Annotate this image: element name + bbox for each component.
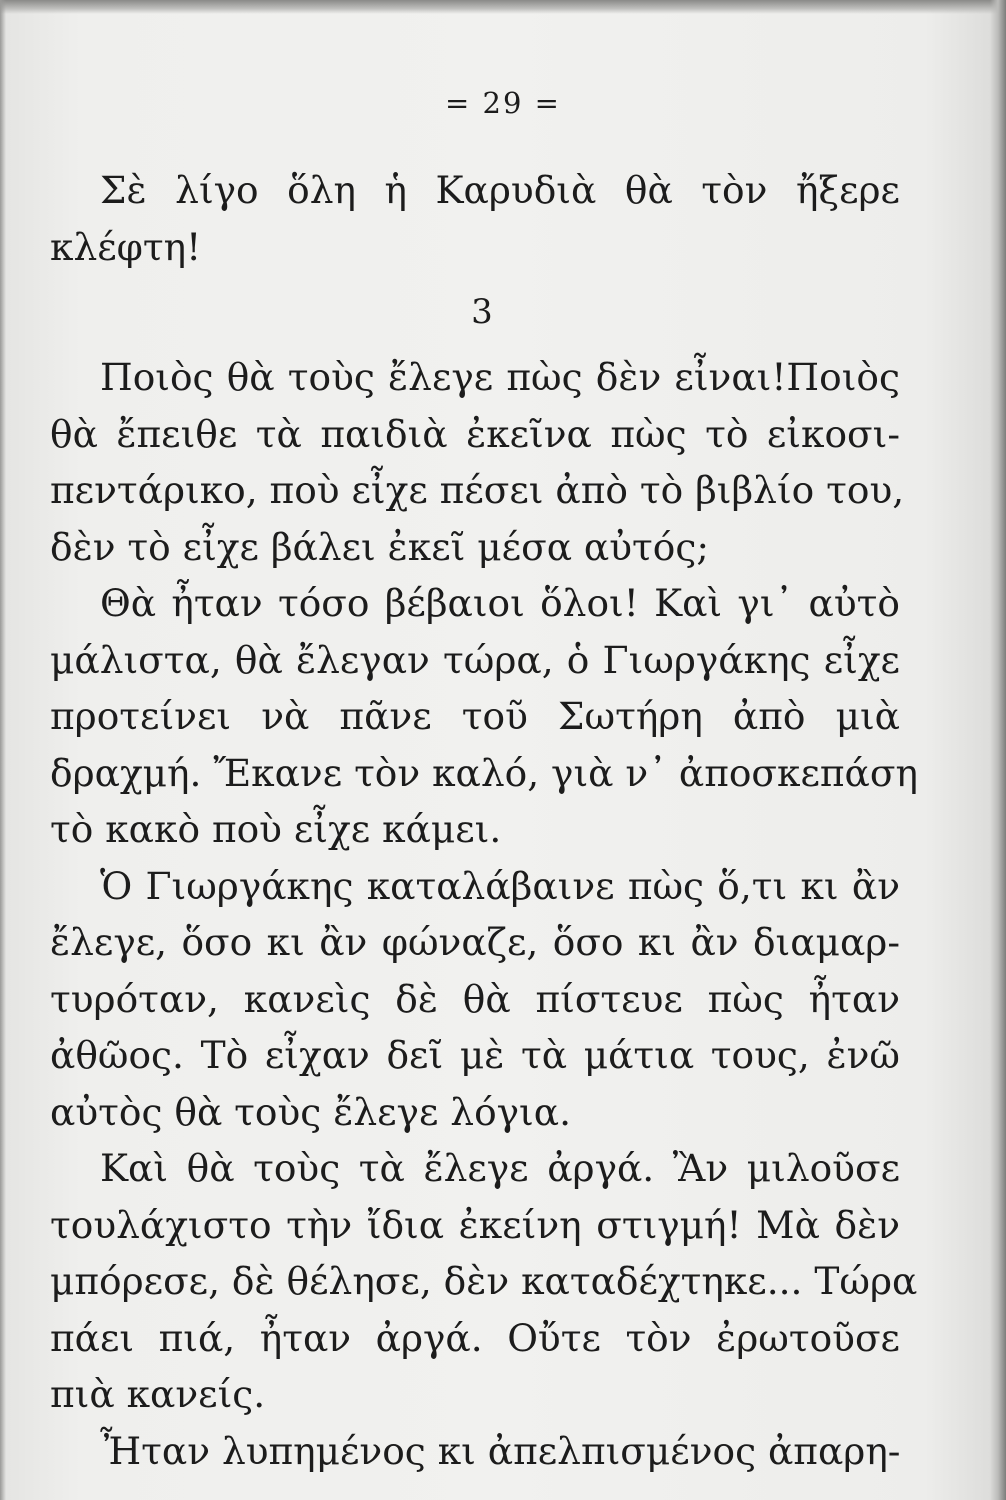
page-number: = 29 = — [445, 86, 561, 120]
page-left-edge — [0, 0, 6, 1500]
text-line: μπόρεσε, δὲ θέλησε, δὲν καταδέχτηκε... Τώρα — [50, 1259, 918, 1303]
text-line: πάει πιά, ἦταν ἀργά. Οὔτε τὸν ἐρωτοῦσε — [50, 1315, 900, 1360]
body-text — [50, 162, 918, 1479]
text-line: δραχμή. Ἔκανε τὸν καλό, γιὰ ν᾿ ἀποσκεπάση — [50, 750, 918, 795]
text-line: Θὰ ἦταν τόσο βέβαιοι ὅλοι! Καὶ γι᾿ αὐτὸ — [100, 581, 900, 625]
text-line: κλέφτη! — [50, 224, 202, 269]
text-line: Ποιὸς θὰ τοὺς ἔλεγε πὼς δὲν εἶναι!Ποιὸς — [100, 355, 900, 399]
text-line: Ἦταν λυπημένος κι ἀπελπισμένος ἀπαρη- — [100, 1428, 901, 1473]
text-line: τουλάχιστο τὴν ἴδια ἐκείνη στιγμή! Μὰ δὲν — [50, 1202, 900, 1247]
text-line: αὐτὸς θὰ τοὺς ἔλεγε λόγια. — [50, 1089, 572, 1134]
text-line: μάλιστα, θὰ ἔλεγαν τώρα, ὁ Γιωργάκης εἶχε — [50, 637, 900, 682]
text-line: Ὁ Γιωργάκης καταλάβαινε πὼς ὅ,τι κι ἂν — [100, 863, 900, 908]
text-line: ἀθῶος. Τὸ εἶχαν δεῖ μὲ τὰ μάτια τους, ἐνῶ — [50, 1033, 900, 1077]
section-number: 3 — [471, 292, 493, 332]
page-right-edge — [990, 0, 1006, 1500]
text-line: δὲν τὸ εἶχε βάλει ἐκεῖ μέσα αὐτός; — [50, 524, 710, 569]
text-line: θὰ ἔπειθε τὰ παιδιὰ ἐκεῖνα πὼς τὸ εἰκοσι- — [50, 411, 900, 456]
text-line: τυρόταν, κανεὶς δὲ θὰ πίστευε πὼς ἦταν — [50, 976, 900, 1021]
text-line: πεντάρικο, ποὺ εἶχε πέσει ἀπὸ τὸ βιβλίο του, — [50, 468, 905, 512]
text-line: Καὶ θὰ τοὺς τὰ ἔλεγε ἀργά. Ἂν μιλοῦσε — [100, 1146, 900, 1190]
text-line: τὸ κακὸ ποὺ εἶχε κάμει. — [50, 807, 502, 851]
text-line: Σὲ λίγο ὅλη ἡ Καρυδιὰ θὰ τὸν ἤξερε — [100, 168, 900, 212]
text-line: πιὰ κανείς. — [50, 1372, 266, 1416]
page-top-edge — [0, 0, 1006, 14]
text-line: ἔλεγε, ὅσο κι ἂν φώναζε, ὅσο κι ἂν διαμαρ- — [50, 920, 900, 964]
text-line: προτείνει νὰ πᾶνε τοῦ Σωτήρη ἀπὸ μιὰ — [50, 694, 900, 738]
